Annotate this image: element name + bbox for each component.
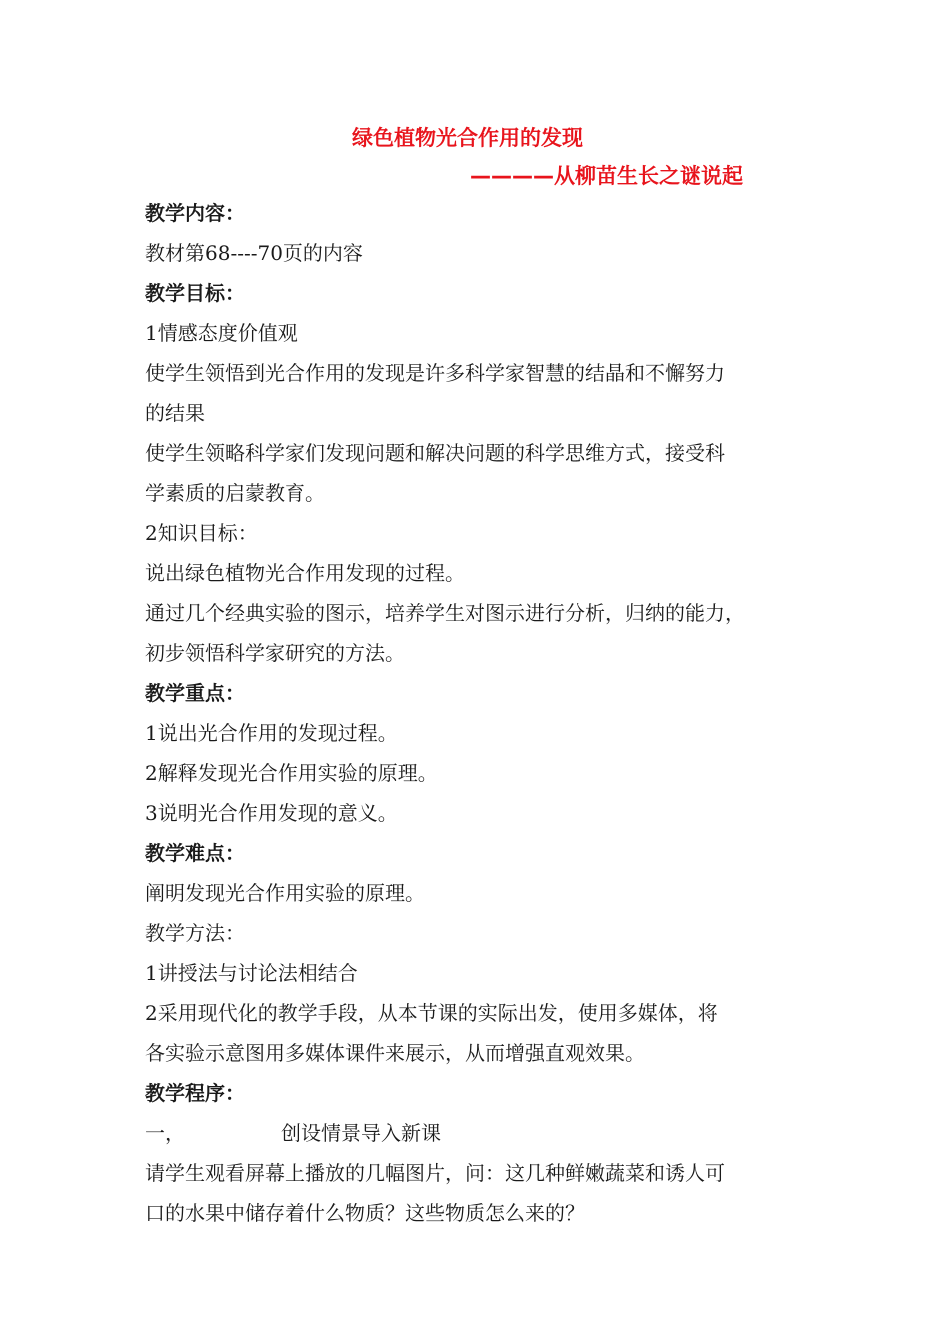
procedure-heading: 教学程序： bbox=[145, 1081, 245, 1105]
goal1-title: 1情感态度价值观 bbox=[145, 321, 298, 345]
method-item: 各实验示意图用多媒体课件来展示，从而增强直观效果。 bbox=[145, 1041, 645, 1065]
procedure-text: 请学生观看屏幕上播放的几幅图片，问：这几种鲜嫩蔬菜和诱人可 bbox=[145, 1161, 725, 1185]
method-heading: 教学方法： bbox=[145, 921, 245, 945]
goal2-line: 初步领悟科学家研究的方法。 bbox=[145, 641, 405, 665]
goal2-line: 通过几个经典实验的图示，培养学生对图示进行分析，归纳的能力， bbox=[145, 601, 745, 625]
step-number: 一， bbox=[145, 1121, 185, 1145]
difficulty-heading: 教学难点： bbox=[145, 841, 245, 865]
method-item: 1讲授法与讨论法相结合 bbox=[145, 961, 358, 985]
goal2-line: 说出绿色植物光合作用发现的过程。 bbox=[145, 561, 465, 585]
key-point: 1说出光合作用的发现过程。 bbox=[145, 721, 398, 745]
content-heading: 教学内容： bbox=[145, 201, 245, 225]
method-item: 2采用现代化的教学手段，从本节课的实际出发，使用多媒体，将 bbox=[145, 1001, 718, 1025]
goal1-line: 学素质的启蒙教育。 bbox=[145, 481, 325, 505]
procedure-step bbox=[145, 1113, 815, 1153]
document-title: 绿色植物光合作用的发现 bbox=[352, 126, 583, 150]
key-point: 2解释发现光合作用实验的原理。 bbox=[145, 761, 438, 785]
document-subtitle: ————从柳苗生长之谜说起 bbox=[470, 164, 743, 188]
content-text: 教材第68----70页的内容 bbox=[145, 241, 363, 265]
goal1-line: 的结果 bbox=[145, 401, 205, 425]
goal2-title: 2知识目标： bbox=[145, 521, 258, 545]
goals-heading: 教学目标： bbox=[145, 281, 245, 305]
goal1-line: 使学生领略科学家们发现问题和解决问题的科学思维方式，接受科 bbox=[145, 441, 725, 465]
step-title: 创设情景导入新课 bbox=[281, 1121, 441, 1145]
difficulty-text: 阐明发现光合作用实验的原理。 bbox=[145, 881, 425, 905]
goal1-line: 使学生领悟到光合作用的发现是许多科学家智慧的结晶和不懈努力 bbox=[145, 361, 725, 385]
key-point: 3说明光合作用发现的意义。 bbox=[145, 801, 398, 825]
key-points-heading: 教学重点： bbox=[145, 681, 245, 705]
procedure-text: 口的水果中储存着什么物质？这些物质怎么来的？ bbox=[145, 1201, 585, 1225]
document-body bbox=[145, 193, 815, 1233]
